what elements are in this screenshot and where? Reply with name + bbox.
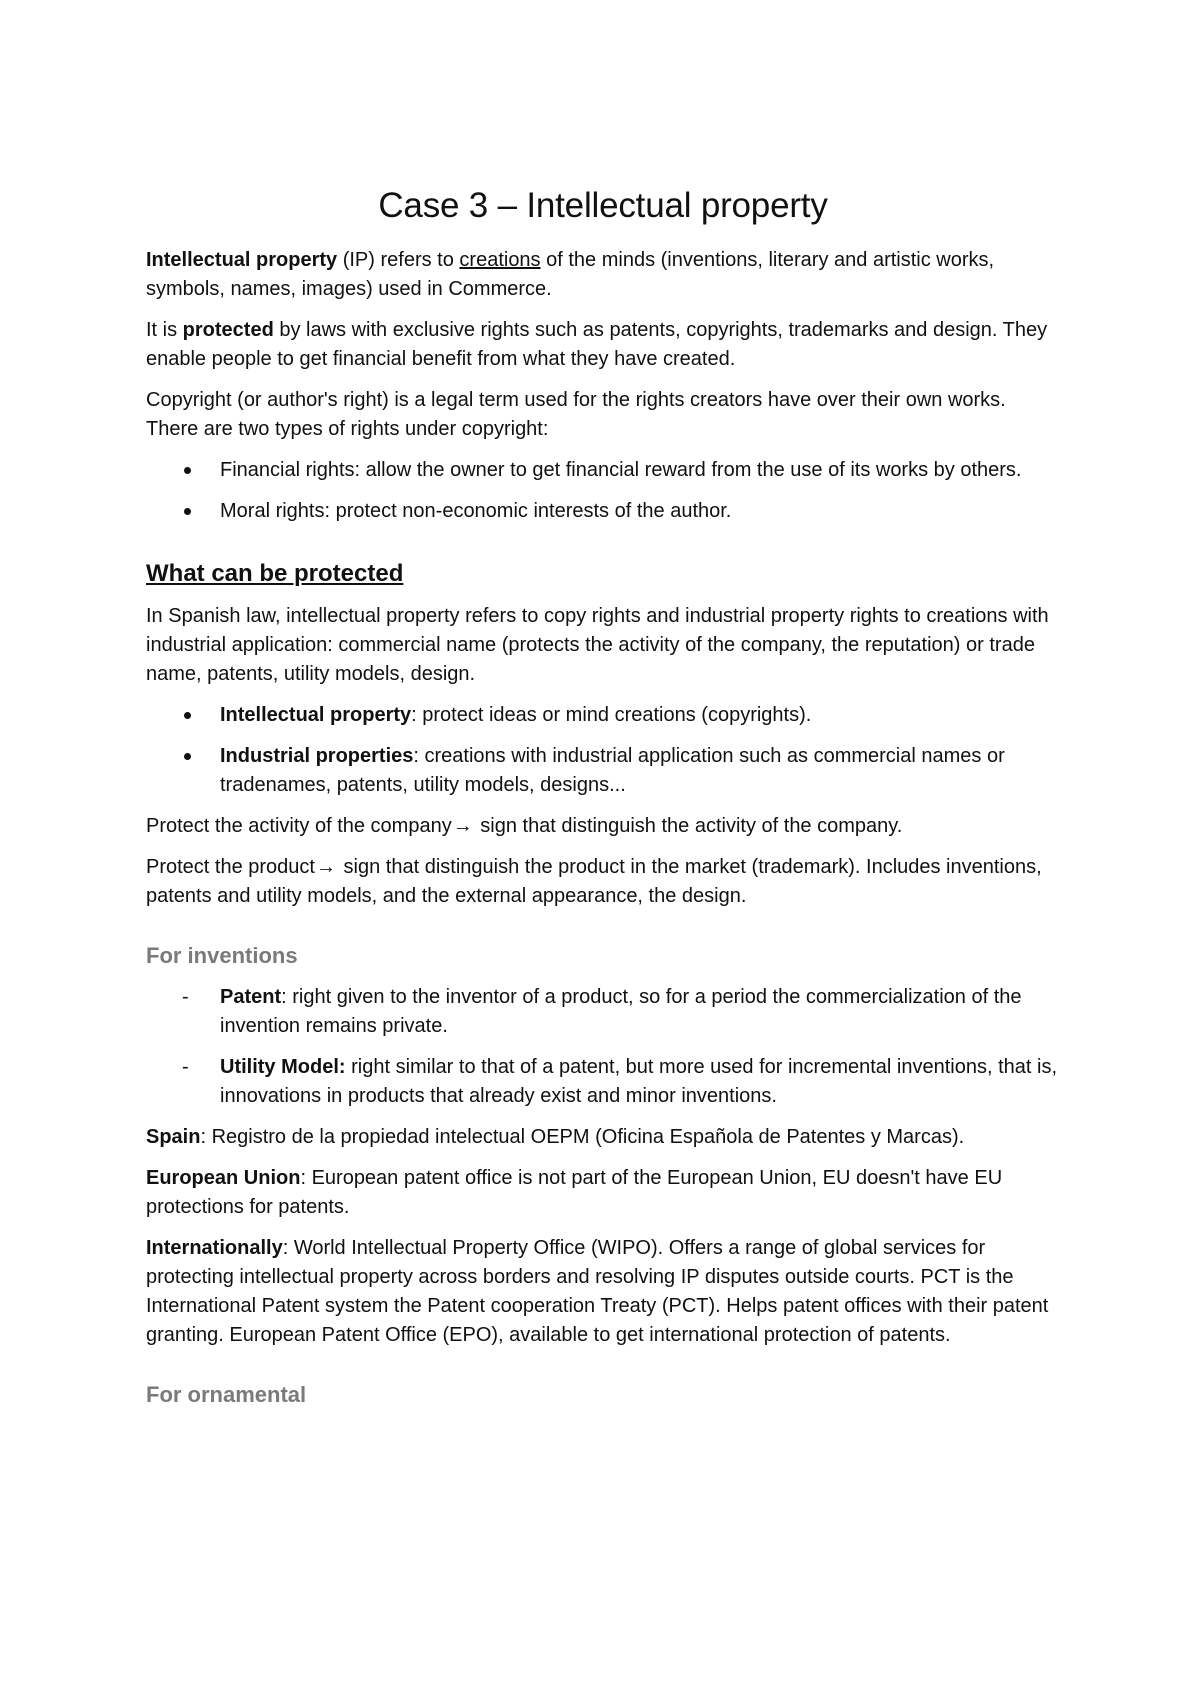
text: sign that distinguish the activity of the company. bbox=[474, 815, 903, 837]
section1-paragraph-3 bbox=[146, 853, 1060, 911]
eu-paragraph bbox=[146, 1164, 1060, 1222]
list-item bbox=[146, 983, 1060, 1041]
dash-marker: - bbox=[182, 1056, 189, 1078]
list-item bbox=[146, 742, 1060, 800]
list-item bbox=[146, 701, 1060, 730]
arrow-right-icon: → bbox=[315, 856, 336, 878]
inventions-list bbox=[146, 983, 1060, 1111]
list-item-text: : right given to the inventor of a product, so for a period the commercialization of the invention remains private. bbox=[220, 986, 1022, 1037]
subheading-ornamental: For ornamental bbox=[146, 1382, 307, 1407]
term: Industrial properties bbox=[220, 745, 414, 767]
list-item-text: Moral rights: protect non-economic interests of the author. bbox=[220, 500, 732, 522]
text: : Registro de la propiedad intelectual OEPM (Oficina Española de Patentes y Marcas). bbox=[200, 1126, 965, 1148]
text: (IP) refers to bbox=[337, 249, 460, 271]
section1-paragraph-1: In Spanish law, intellectual property refers to copy rights and industrial property rights to creations with industrial application: commercial name (protects the activity of the company, the reputation) or trade name, patents, utility models, design. bbox=[146, 605, 1049, 685]
dash-marker: - bbox=[182, 986, 189, 1008]
term-protected: protected bbox=[182, 319, 274, 341]
text: Protect the activity of the company bbox=[146, 815, 452, 837]
text: : World Intellectual Property Office (WIPO). Offers a range of global services for protecting intellectual property across borders and resolving IP disputes outside courts. PCT is the International Patent system the Patent cooperation Treaty (PCT). Helps patent offices with their patent granting. European Patent Office (EPO), available to get international protection of patents. bbox=[146, 1237, 1049, 1346]
term-intellectual-property: Intellectual property bbox=[146, 249, 338, 271]
term: Spain bbox=[146, 1126, 201, 1148]
rights-list bbox=[146, 456, 1060, 526]
subheading-inventions: For inventions bbox=[146, 943, 298, 968]
list-item-text: : creations with industrial application such as commercial names or tradenames, patents, utility models, designs... bbox=[220, 745, 1005, 796]
underlined-creations: creations bbox=[459, 249, 541, 271]
text: It is bbox=[146, 319, 183, 341]
international-paragraph bbox=[146, 1234, 1060, 1350]
intro-paragraph-3: Copyright (or author's right) is a legal term used for the rights creators have over their own works. There are two types of rights under copyright: bbox=[146, 389, 1006, 440]
list-item bbox=[146, 456, 1060, 485]
arrow-right-icon: → bbox=[452, 815, 473, 837]
text: Protect the product bbox=[146, 856, 315, 878]
term: European Union bbox=[146, 1167, 301, 1189]
text: : European patent office is not part of the European Union, EU doesn't have EU protections for patents. bbox=[146, 1167, 1003, 1218]
spain-paragraph bbox=[146, 1123, 1060, 1152]
section1-paragraph-2 bbox=[146, 812, 1060, 841]
property-types-list bbox=[146, 701, 1060, 800]
list-item-text: right similar to that of a patent, but more used for incremental inventions, that is, innovations in products that already exist and minor inventions. bbox=[220, 1056, 1058, 1107]
term: Internationally bbox=[146, 1237, 283, 1259]
list-item-text: : protect ideas or mind creations (copyrights). bbox=[411, 704, 812, 726]
text: by laws with exclusive rights such as patents, copyrights, trademarks and design. They enable people to get financial benefit from what they have created. bbox=[146, 319, 1048, 370]
list-item bbox=[146, 1053, 1060, 1111]
term: Utility Model: bbox=[220, 1056, 346, 1078]
intro-paragraph-2 bbox=[146, 316, 1060, 374]
list-item bbox=[146, 497, 1060, 526]
page-title: Case 3 – Intellectual property bbox=[378, 186, 828, 225]
section-heading-protected: What can be protected bbox=[146, 560, 404, 587]
term: Intellectual property bbox=[220, 704, 412, 726]
text: of the minds (inventions, literary and artistic works, symbols, names, images) used in Commerce. bbox=[146, 249, 995, 300]
intro-paragraph-1 bbox=[146, 246, 1060, 304]
term: Patent bbox=[220, 986, 282, 1008]
list-item-text: Financial rights: allow the owner to get financial reward from the use of its works by others. bbox=[220, 459, 1022, 481]
text: sign that distinguish the product in the market (trademark). Includes inventions, patents and utility models, and the external appearance, the design. bbox=[146, 856, 1042, 907]
